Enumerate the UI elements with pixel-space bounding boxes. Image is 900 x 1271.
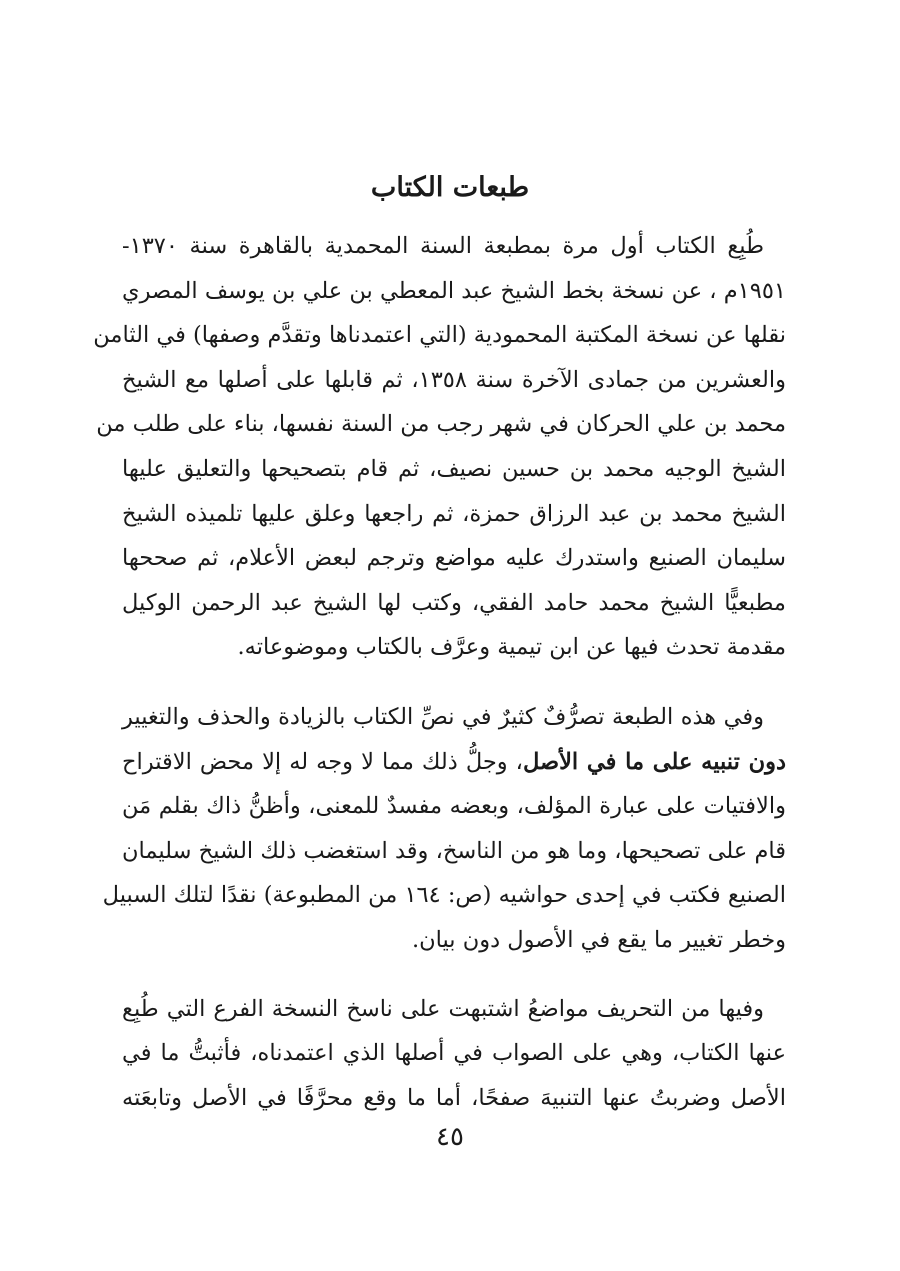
text-line: عنها الكتاب، وهي على الصواب في أصلها الذي اعتمدناه، فأثبتُّ ما في [122, 1040, 786, 1067]
text-line-with-bold [122, 740, 786, 785]
paragraph-first-printing [93, 224, 787, 670]
text-line: نقلها عن نسخة المكتبة المحمودية (التي اعتمدناها وتقدَّم وصفها) في الثامن [93, 322, 786, 349]
text-line: طُبِع الكتاب أول مرة بمطبعة السنة المحمدية بالقاهرة سنة ١٣٧٠- [122, 233, 764, 259]
text-line: قام على تصحيحها، وما هو من الناسخ، وقد استغضب ذلك الشيخ سليمان [122, 837, 786, 864]
page-number: ٤٥ [436, 1122, 464, 1152]
paragraph-distortions [122, 987, 786, 1121]
text-line: ١٩٥١م ، عن نسخة بخط الشيخ عبد المعطي بن علي بن يوسف المصري [122, 277, 786, 304]
text-fragment: ، وجلُّ ذلك مما لا وجه له إلا محض الاقتراح [122, 748, 523, 775]
text-line: محمد بن علي الحركان في شهر رجب من السنة نفسها، بناء على طلب من [96, 411, 786, 438]
bold-phrase: دون تنبيه على ما في الأصل [522, 748, 787, 775]
text-line: الصنيع فكتب في إحدى حواشيه (ص: ١٦٤ من المطبوعة) نقدًا لتلك السبيل [102, 882, 786, 909]
text-line: وفي هذه الطبعة تصرُّفٌ كثيرٌ في نصِّ الكتاب بالزيادة والحذف والتغيير [122, 703, 764, 730]
text-line: الشيخ محمد بن عبد الرزاق حمزة، ثم راجعها وعلق عليها تلميذه الشيخ [122, 500, 786, 527]
page-body [93, 224, 787, 1120]
text-line: والافتيات على عبارة المؤلف، وبعضه مفسدٌ للمعنى، وأظنُّ ذاك بقلم مَن [122, 793, 786, 820]
text-line: الأصل وضربتُ عنها التنبيهَ صفحًا، أما ما وقع محرَّفًا في الأصل وتابعَته [122, 1084, 786, 1111]
text-line: مقدمة تحدث فيها عن ابن تيمية وعرَّف بالكتاب وموضوعاته. [237, 634, 786, 661]
section-title: طبعات الكتاب [370, 172, 530, 204]
paragraph-edition-changes [102, 695, 787, 963]
text-line: مطبعيًّا الشيخ محمد حامد الفقي، وكتب لها الشيخ عبد الرحمن الوكيل [122, 589, 786, 616]
text-line: الشيخ الوجيه محمد بن حسين نصيف، ثم قام بتصحيحها والتعليق عليها [122, 455, 786, 482]
text-line: والعشرين من جمادى الآخرة سنة ١٣٥٨، ثم قابلها على أصلها مع الشيخ [122, 366, 787, 393]
paragraph-gap [122, 670, 786, 695]
paragraph-gap [122, 963, 786, 987]
text-line: سليمان الصنيع واستدرك عليه مواضع وترجم لبعض الأعلام، ثم صححها [122, 545, 786, 572]
text-line: وفيها من التحريف مواضعُ اشتبهت على ناسخ النسخة الفرع التي طُبِع [122, 995, 764, 1022]
text-line: وخطر تغيير ما يقع في الأصول دون بيان. [411, 926, 786, 953]
